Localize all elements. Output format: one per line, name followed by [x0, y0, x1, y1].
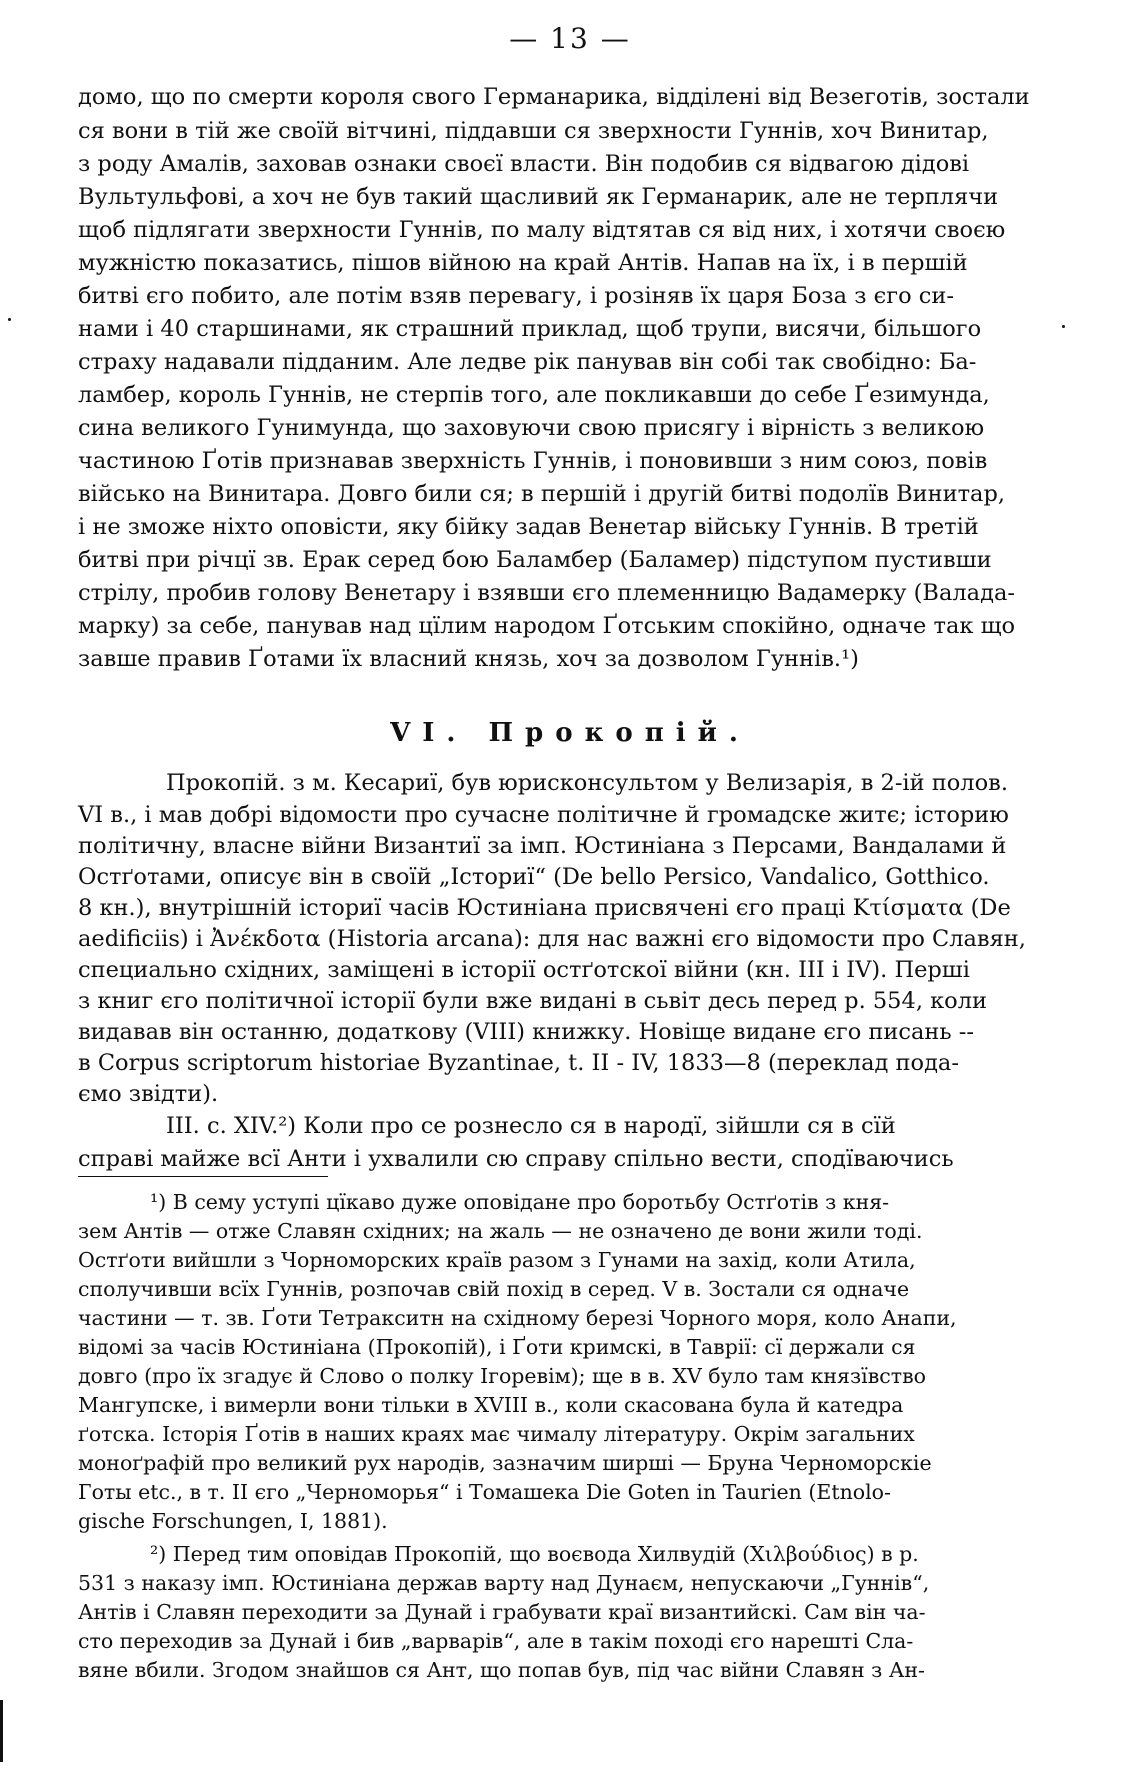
footnote-line: вяне вбили. Згодом знайшов ся Ант, що попав був, під час війни Славян з Ан-: [78, 1658, 925, 1682]
text-line: Вультульфові, а хоч не був такий щасливий як Германарик, але не терплячи: [78, 184, 999, 210]
footnote-line: частини — т. зв. Ґоти Тетракситн на східному березі Чорного моря, коло Анапи,: [78, 1306, 957, 1330]
text-line: справі майже всї Анти і ухвалили сю справу спільно вести, сподїваючись: [78, 1146, 954, 1172]
page-number: — 13 —: [509, 22, 631, 55]
text-line: щоб підлягати зверхности Гуннів, по малу відтятав ся від них, і хотячи своєю: [78, 217, 1006, 243]
footnote-line: 531 з наказу імп. Юстиніана держав варту над Дунаєм, непускаючи „Гуннів“,: [78, 1571, 930, 1595]
footnote-line: відомі за часів Юстиніана (Прокопій), і Ґоти кримскі, в Таврії: сї держали ся: [78, 1335, 916, 1359]
text-line: специально східних, заміщені в історії остґотскої війни (кн. III і IV). Перші: [78, 957, 970, 983]
footnote-line: Антів і Славян переходити за Дунай і грабувати краї византийскі. Сам він ча-: [78, 1600, 926, 1624]
text-line: III. c. XIV.²) Коли про се рознесло ся в народї, зійшли ся в сїй: [166, 1113, 896, 1139]
footnote-line: Мангупске, і вимерли вони тільки в XVIII в., коли скасована була й катедра: [78, 1393, 904, 1417]
text-line: ламбер, король Гуннів, не стерпів того, але покликавши до себе Ґезимунда,: [78, 382, 990, 408]
text-line: військо на Винитара. Довго били ся; в першій і другій битві подолїв Винитар,: [78, 481, 1006, 507]
footnote-line: ¹) В сему уступі цїкаво дуже оповідане про боротьбу Остґотів з кня-: [150, 1190, 890, 1214]
text-line: Остґотами, описує він в своїй „Істориї“ (De bello Persico, Vandalico, Gotthico.: [78, 864, 990, 890]
text-line: битві при річцї зв. Ерак серед бою Баламбер (Баламер) підступом пустивши: [78, 547, 992, 573]
footnote-line: моноґрафій про великий рух народів, зазначим ширші — Бруна Черноморскіе: [78, 1451, 932, 1475]
text-line: Прокопій. з м. Кесариї, був юрисконсультом у Велизарія, в 2-ій полов.: [166, 770, 1008, 796]
text-line: aedificiis) і Ἀνέκδοτα (Historia arcana): для нас важні єго відомости про Славян,: [78, 926, 1026, 952]
footnote-line: gische Forschungen, I, 1881).: [78, 1509, 388, 1533]
text-line: частиною Ґотів признавав зверхність Гуннів, і поновивши з ним союз, повів: [78, 448, 988, 474]
footnote-separator: [78, 1176, 328, 1177]
text-line: видавав він останню, додаткову (VIII) книжку. Новіще видане єго писань --: [78, 1019, 975, 1045]
text-line: домо, що по смерти короля свого Германарика, відділені від Везеготів, зостали: [78, 84, 1030, 110]
text-line: мужністю показатись, пішов війною на край Антів. Напав на їх, і в першій: [78, 250, 968, 276]
footnote-line: Остґоти вийшли з Чорноморских країв разом з Гунами на захід, коли Атила,: [78, 1248, 916, 1272]
text-line: з роду Амалів, заховав ознаки своєї власти. Він подобив ся відвагою дідові: [78, 151, 970, 177]
text-line: VI в., і мав добрі відомости про сучасне політичне й громадске житє; історию: [78, 802, 1009, 828]
text-line: і не зможе ніхто оповісти, яку бійку задав Венетар війську Гуннів. В третій: [78, 514, 979, 540]
footnote-line: сполучивши всїх Гуннів, розпочав свій похід в серед. V в. Зостали ся одначе: [78, 1277, 910, 1301]
text-line: битві єго побито, але потім взяв перевагу, і розіняв їх царя Боза з єго си-: [78, 283, 954, 309]
scan-speck: [8, 318, 11, 321]
text-line: нами і 40 старшинами, як страшний приклад, щоб трупи, висячи, більшого: [78, 316, 982, 342]
text-line: страху надавали підданим. Але ледве рік панував він собі так свобідно: Ба-: [78, 349, 977, 375]
footnote-line: зем Антів — отже Славян східних; на жаль — не означено де вони жили тоді.: [78, 1219, 923, 1243]
footnote-line: ґотска. Історія Ґотів в наших краях має чималу літературу. Окрім загальних: [78, 1422, 915, 1446]
text-line: політичну, власне війни Византиї за імп. Юстиніана з Персами, Вандалами й: [78, 833, 1007, 859]
text-line: завше правив Ґотами їх власний князь, хоч за дозволом Гуннів.¹): [78, 646, 859, 672]
footnote-line: ²) Перед тим оповідав Прокопій, що воєвода Хилвудій (Χιλβούδιος) в р.: [150, 1542, 919, 1566]
text-line: стрілу, пробив голову Венетару і взявши єго племенницю Вадамерку (Валада-: [78, 580, 1015, 606]
text-line: ємо звідти).: [78, 1081, 219, 1107]
footnote-line: довго (про їх згадує й Слово о полку Ігоревім); ще в в. XV було там князївство: [78, 1364, 926, 1388]
text-line: сина великого Гунимунда, що заховуючи свою присягу і вірність з великою: [78, 415, 985, 441]
footnote-line: Готы etc., в т. II єго „Черноморья“ і Томашека Die Goten in Taurien (Etnolo-: [78, 1480, 891, 1504]
footnote-line: сто переходив за Дунай і бив „варварів“, але в такім поході єго нарешті Сла-: [78, 1629, 914, 1653]
text-line: в Corpus scriptorum historiae Byzantinae, t. II - IV, 1833—8 (переклад пода-: [78, 1050, 959, 1076]
section-heading: VI. Прокопій.: [390, 718, 750, 748]
scan-speck: [1062, 325, 1065, 328]
scan-margin-mark: [0, 1700, 3, 1762]
text-line: 8 кн.), внутрішній істориї часів Юстиніана присвячені єго праці Κτίσματα (De: [78, 895, 1011, 921]
text-line: з книг єго політичної історії були вже видані в сьвіт десь перед р. 554, коли: [78, 988, 988, 1014]
text-line: марку) за себе, панував над цїлим народом Ґотським спокійно, одначе так що: [78, 613, 1016, 639]
text-line: ся вони в тій же своїй вітчині, піддавши ся зверхности Гуннів, хоч Винитар,: [78, 118, 989, 144]
